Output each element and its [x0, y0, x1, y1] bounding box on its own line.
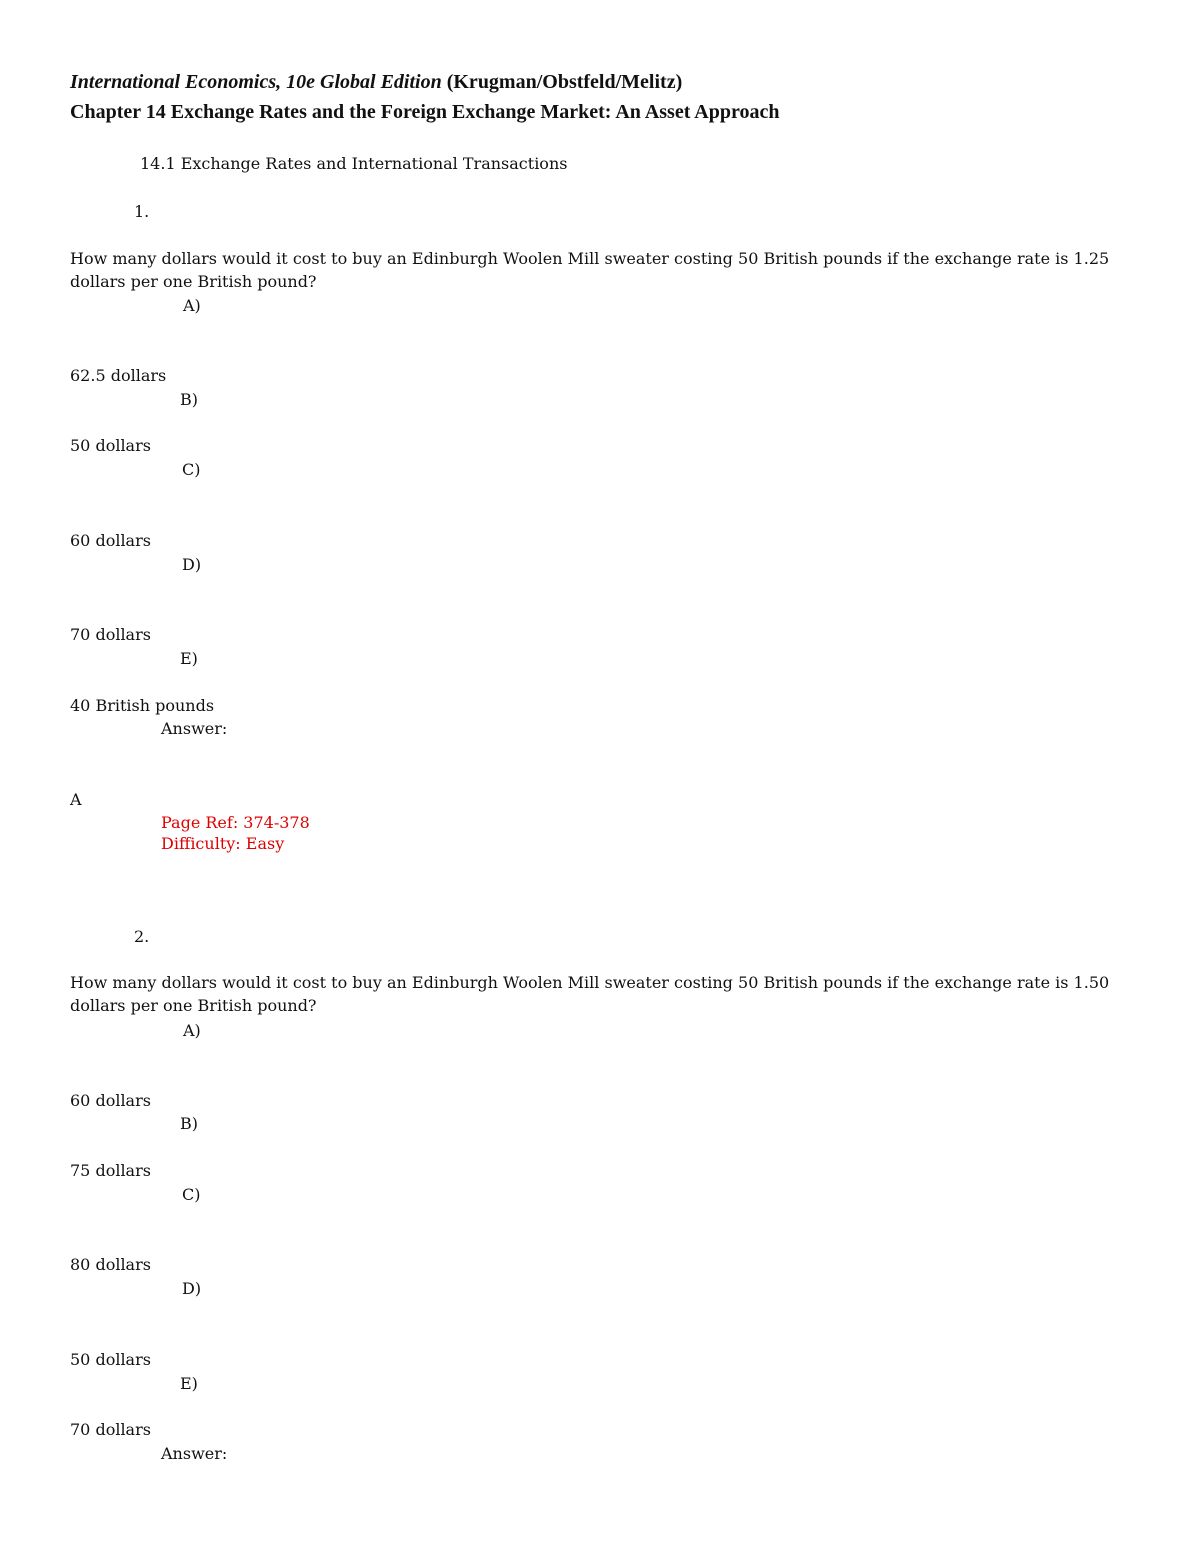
option-letter: E): [180, 1374, 198, 1393]
book-title: International Economics, 10e Global Edition: [70, 71, 442, 93]
question-number: 2.: [134, 927, 150, 946]
document-header-line1: [70, 70, 682, 94]
answer-label: Answer:: [161, 1444, 228, 1463]
option-letter: E): [180, 649, 198, 668]
option-text: 70 dollars: [70, 1420, 151, 1439]
option-text: 60 dollars: [70, 1091, 151, 1110]
option-text: 75 dollars: [70, 1161, 151, 1180]
page-reference: Page Ref: 374-378: [161, 813, 310, 832]
option-text: 70 dollars: [70, 625, 151, 644]
option-text: 50 dollars: [70, 436, 151, 455]
option-letter: D): [182, 555, 202, 574]
option-letter: A): [183, 296, 201, 315]
option-letter: C): [182, 460, 201, 479]
option-letter: D): [182, 1279, 202, 1298]
question-text: How many dollars would it cost to buy an Edinburgh Woolen Mill sweater costing 50 British pounds if the exchange rate is 1.25 dollars per one British pound?: [70, 249, 1110, 291]
difficulty: Difficulty: Easy: [161, 834, 285, 853]
question-number: 1.: [134, 202, 150, 221]
option-text: 40 British pounds: [70, 696, 215, 715]
authors: (Krugman/Obstfeld/Melitz): [446, 71, 683, 93]
option-letter: B): [180, 390, 198, 409]
chapter-title: Chapter 14 Exchange Rates and the Foreign Exchange Market: An Asset Approach: [70, 101, 780, 123]
option-text: 80 dollars: [70, 1255, 151, 1274]
option-text: 62.5 dollars: [70, 366, 167, 385]
question-text: How many dollars would it cost to buy an Edinburgh Woolen Mill sweater costing 50 British pounds if the exchange rate is 1.50 dollars per one British pound?: [70, 973, 1110, 1015]
section-heading: 14.1 Exchange Rates and International Transactions: [140, 154, 568, 173]
option-letter: B): [180, 1114, 198, 1133]
option-text: 60 dollars: [70, 531, 151, 550]
answer-value: A: [70, 790, 82, 809]
option-text: 50 dollars: [70, 1350, 151, 1369]
option-letter: A): [183, 1021, 201, 1040]
answer-label: Answer:: [161, 719, 228, 738]
option-letter: C): [182, 1185, 201, 1204]
